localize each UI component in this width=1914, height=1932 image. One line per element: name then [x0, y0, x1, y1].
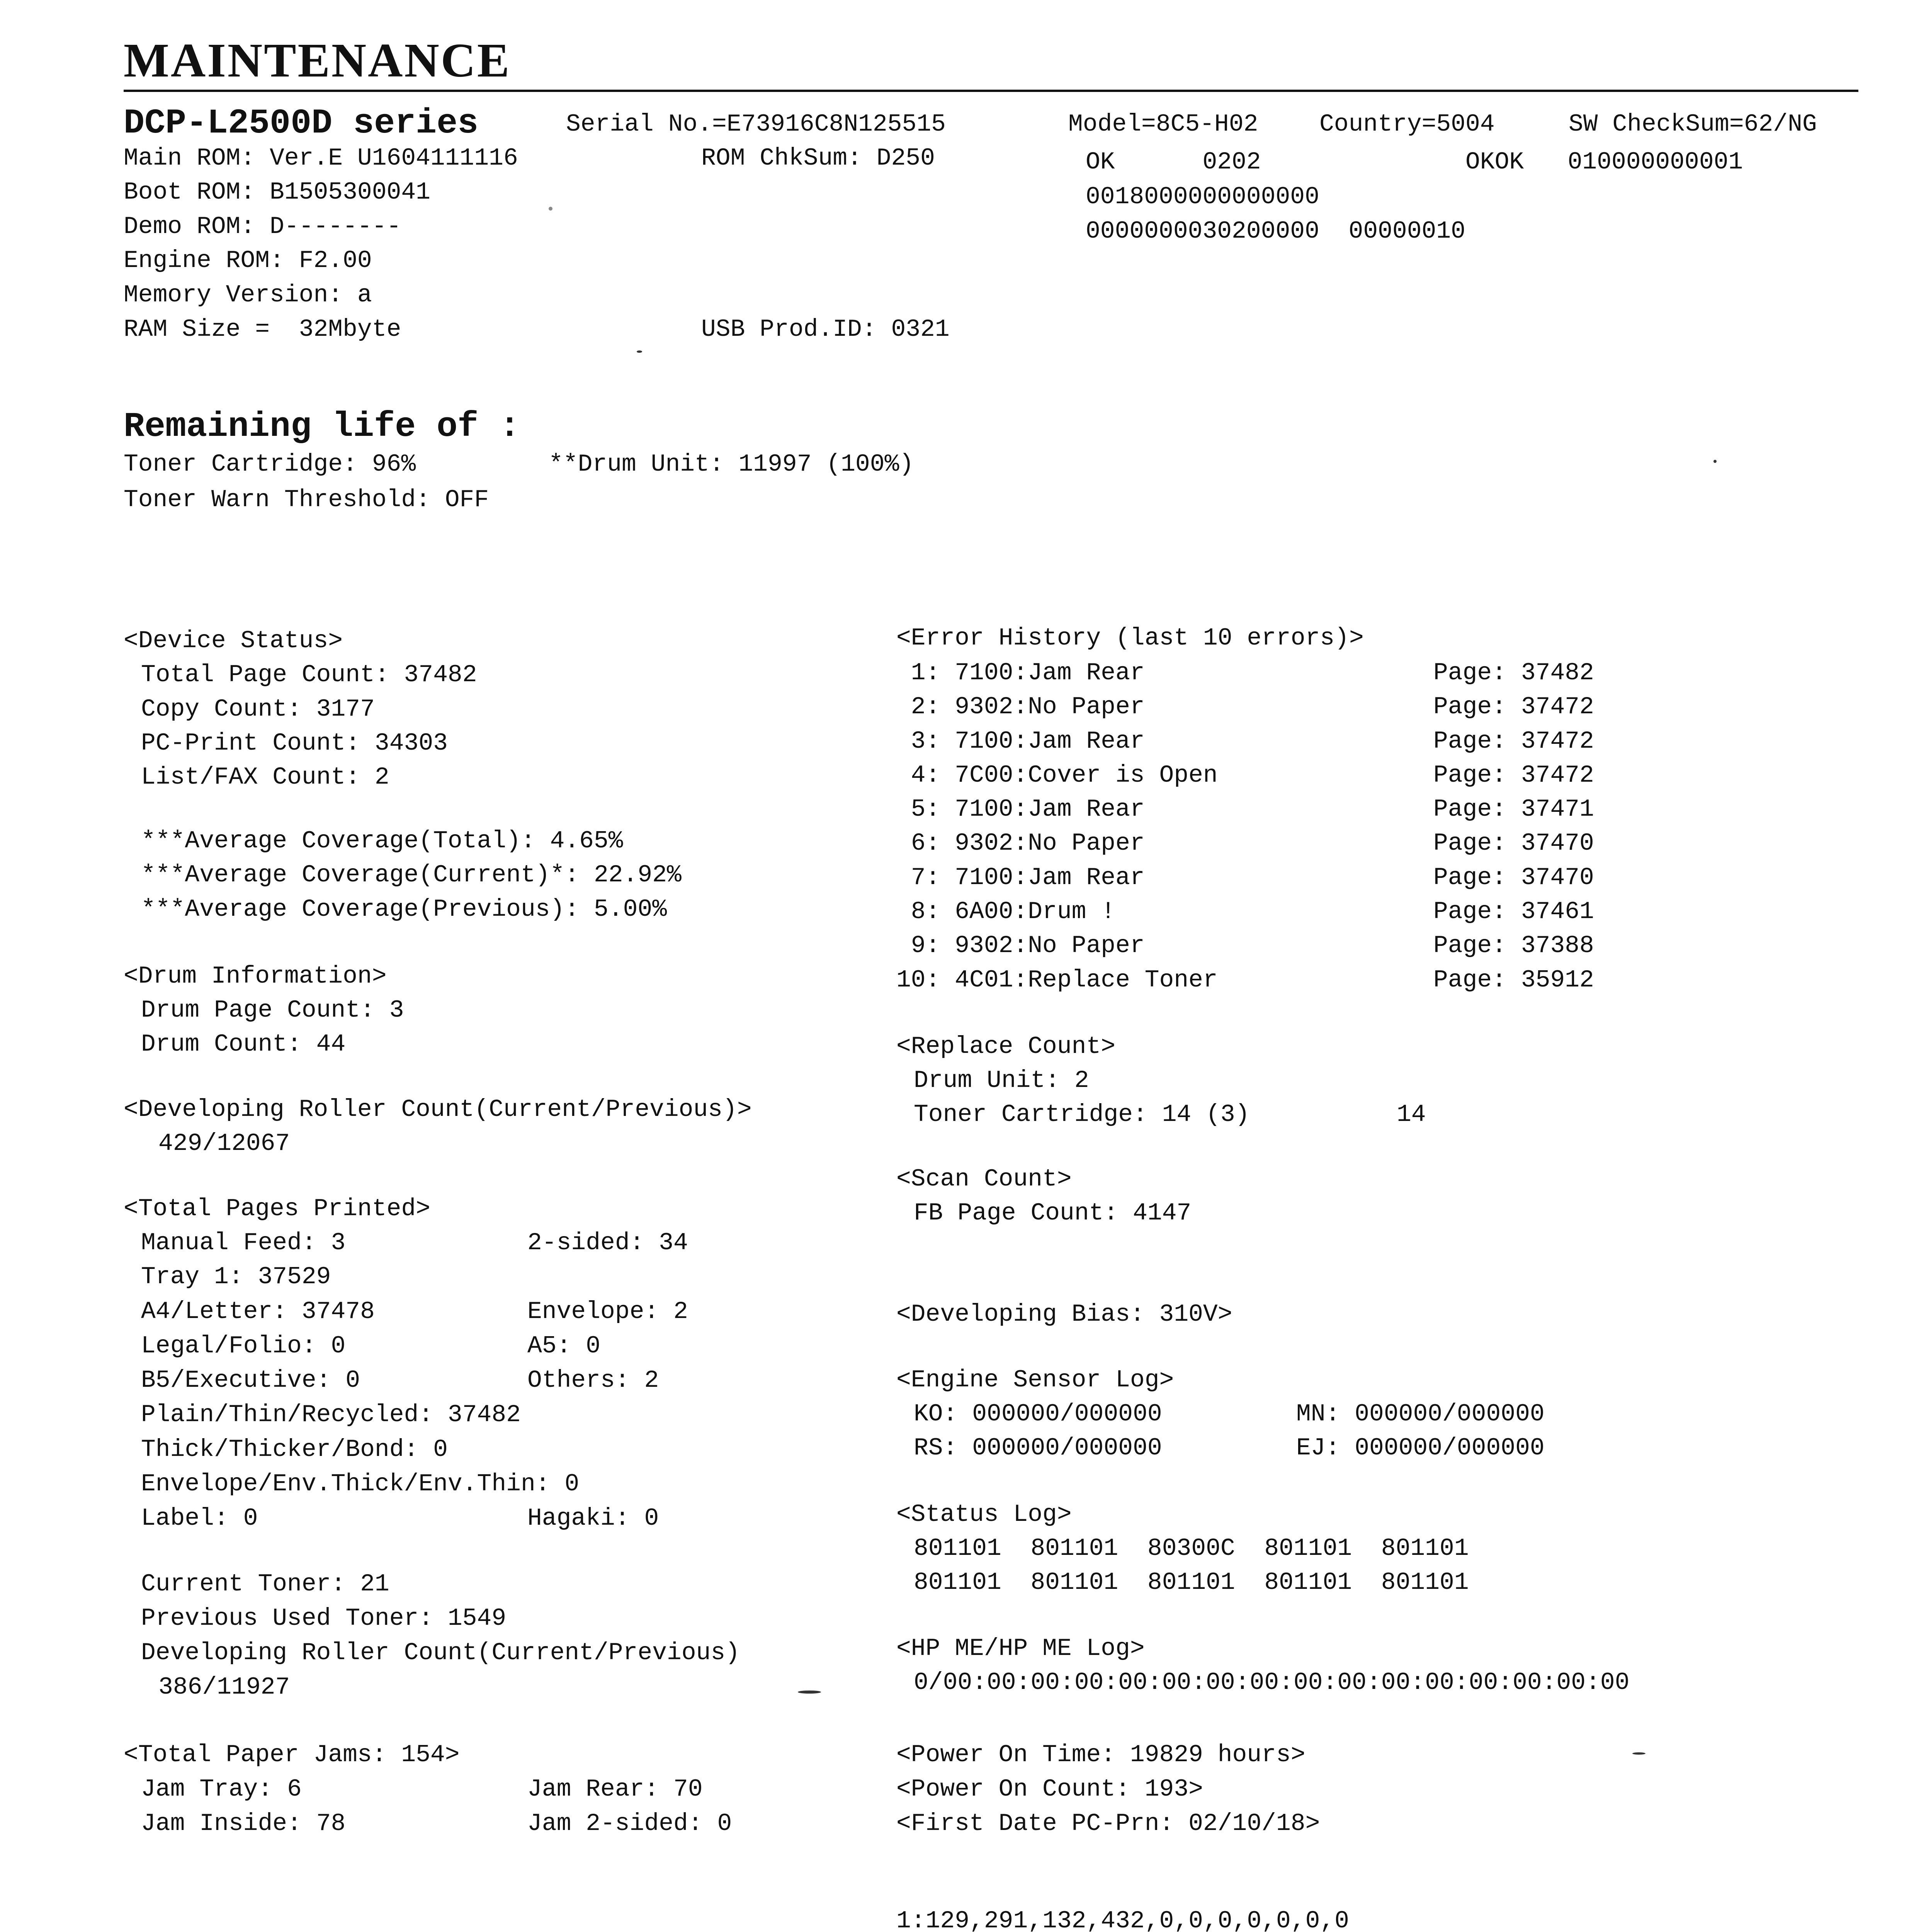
legal-folio: Legal/Folio: 0 [141, 1332, 346, 1360]
error-entry: 5: 7100:Jam Rear [896, 796, 1145, 823]
error-entry: 9: 9302:No Paper [896, 932, 1145, 959]
engine-rom: Engine ROM: F2.00 [124, 247, 372, 274]
error-entry: 6: 9302:No Paper [896, 830, 1145, 857]
scan-count-heading: <Scan Count> [896, 1165, 1072, 1193]
toner-cartridge-life: Toner Cartridge: 96% [124, 451, 416, 478]
toner-warn-threshold: Toner Warn Threshold: OFF [124, 486, 489, 514]
error-entry: 10: 4C01:Replace Toner [896, 966, 1218, 994]
drum-unit-life: **Drum Unit: 11997 (100%) [549, 451, 914, 478]
scan-speck [798, 1690, 821, 1694]
scan-speck [637, 350, 642, 353]
power-on-count: <Power On Count: 193> [896, 1776, 1203, 1803]
plain-thin-recycled: Plain/Thin/Recycled: 37482 [141, 1401, 521, 1429]
scan-speck [1713, 460, 1717, 463]
engine-sensor-log-heading: <Engine Sensor Log> [896, 1366, 1174, 1394]
hp-me-log-heading: <HP ME/HP ME Log> [896, 1635, 1145, 1662]
two-sided: 2-sided: 34 [527, 1229, 688, 1257]
model-series: DCP-L2500D series [124, 104, 479, 143]
copy-count: Copy Count: 3177 [141, 696, 375, 723]
first-date-pc-print: <First Date PC-Prn: 02/10/18> [896, 1810, 1320, 1837]
envelope: Envelope: 2 [527, 1298, 688, 1325]
manual-feed: Manual Feed: 3 [141, 1229, 346, 1257]
error-page: Page: 37472 [1433, 693, 1594, 721]
replace-toner-extra: 14 [1397, 1101, 1426, 1128]
serial-number: Serial No.=E73916C8N125515 [566, 111, 946, 138]
error-entry: 3: 7100:Jam Rear [896, 728, 1145, 755]
status-log-row-2: 801101 801101 801101 801101 801101 [914, 1569, 1469, 1596]
average-coverage-current: ***Average Coverage(Current)*: 22.92% [141, 861, 682, 889]
scan-speck [1632, 1752, 1645, 1755]
jam-inside: Jam Inside: 78 [141, 1810, 346, 1837]
replace-drum-unit: Drum Unit: 2 [914, 1067, 1089, 1094]
sensor-mn: MN: 000000/000000 [1296, 1400, 1545, 1428]
drum-page-count: Drum Page Count: 3 [141, 997, 404, 1024]
counter-line-1: 1:129,291,132,432,0,0,0,0,0,0,0 [896, 1907, 1349, 1932]
developing-bias: <Developing Bias: 310V> [896, 1301, 1232, 1328]
fb-page-count: FB Page Count: 4147 [914, 1199, 1192, 1227]
sensor-ej: EJ: 000000/000000 [1296, 1434, 1545, 1462]
drum-information-heading: <Drum Information> [124, 963, 387, 990]
error-history-heading: <Error History (last 10 errors)> [896, 624, 1364, 652]
error-page: Page: 37482 [1433, 659, 1594, 687]
device-status-heading: <Device Status> [124, 627, 343, 655]
jam-tray: Jam Tray: 6 [141, 1776, 302, 1803]
developing-roller-heading: <Developing Roller Count(Current/Previous)> [124, 1096, 752, 1123]
memory-version: Memory Version: a [124, 281, 372, 309]
developing-roller-value-2: 386/11927 [158, 1673, 290, 1701]
sensor-rs: RS: 000000/000000 [914, 1434, 1162, 1462]
country-code: Country=5004 [1319, 111, 1495, 138]
error-page: Page: 35912 [1433, 966, 1594, 994]
replace-toner-cartridge: Toner Cartridge: 14 (3) [914, 1101, 1250, 1128]
error-entry: 1: 7100:Jam Rear [896, 659, 1145, 687]
ram-size: RAM Size = 32Mbyte [124, 316, 401, 343]
scan-speck [549, 207, 552, 211]
drum-count: Drum Count: 44 [141, 1031, 346, 1058]
error-page: Page: 37472 [1433, 762, 1594, 789]
tray-1: Tray 1: 37529 [141, 1263, 331, 1291]
error-page: Page: 37471 [1433, 796, 1594, 823]
error-entry: 8: 6A00:Drum ! [896, 898, 1116, 925]
b5-executive: B5/Executive: 0 [141, 1367, 360, 1394]
sw-checksum: SW CheckSum=62/NG [1569, 111, 1817, 138]
sensor-ko: KO: 000000/000000 [914, 1400, 1162, 1428]
error-entry: 7: 7100:Jam Rear [896, 864, 1145, 891]
pc-print-count: PC-Print Count: 34303 [141, 730, 448, 757]
average-coverage-total: ***Average Coverage(Total): 4.65% [141, 827, 623, 855]
title-divider [124, 90, 1858, 92]
demo-rom: Demo ROM: D-------- [124, 213, 401, 240]
thick-thicker-bond: Thick/Thicker/Bond: 0 [141, 1436, 448, 1463]
list-fax-count: List/FAX Count: 2 [141, 764, 389, 791]
page-title: MAINTENANCE [124, 34, 511, 87]
total-page-count: Total Page Count: 37482 [141, 661, 477, 689]
total-paper-jams-heading: <Total Paper Jams: 154> [124, 1741, 460, 1769]
error-page: Page: 37461 [1433, 898, 1594, 925]
error-page: Page: 37470 [1433, 864, 1594, 891]
average-coverage-previous: ***Average Coverage(Previous): 5.00% [141, 896, 667, 923]
jam-2-sided: Jam 2-sided: 0 [527, 1810, 732, 1837]
usb-product-id: USB Prod.ID: 0321 [701, 316, 950, 343]
error-entry: 2: 9302:No Paper [896, 693, 1145, 721]
status-log-row-1: 801101 801101 80300C 801101 801101 [914, 1535, 1469, 1562]
replace-count-heading: <Replace Count> [896, 1033, 1116, 1060]
error-page: Page: 37470 [1433, 830, 1594, 857]
developing-roller-value: 429/12067 [158, 1130, 290, 1157]
developing-roller-count-2: Developing Roller Count(Current/Previous) [141, 1639, 740, 1667]
code-line-3: 0000000030200000 00000010 [1086, 218, 1465, 245]
current-toner: Current Toner: 21 [141, 1570, 389, 1598]
hagaki-count: Hagaki: 0 [527, 1505, 659, 1532]
jam-rear: Jam Rear: 70 [527, 1776, 703, 1803]
a4-letter: A4/Letter: 37478 [141, 1298, 375, 1325]
code-line-2: 0018000000000000 [1086, 183, 1319, 211]
power-on-time: <Power On Time: 19829 hours> [896, 1741, 1305, 1769]
others: Others: 2 [527, 1367, 659, 1394]
remaining-life-heading: Remaining life of : [124, 407, 520, 447]
hp-me-log-value: 0/00:00:00:00:00:00:00:00:00:00:00:00:00:00:00:00 [914, 1669, 1630, 1696]
a5: A5: 0 [527, 1332, 601, 1360]
main-rom: Main ROM: Ver.E U1604111116 [124, 145, 518, 172]
boot-rom: Boot ROM: B1505300041 [124, 179, 430, 206]
model-code: Model=8C5-H02 [1068, 111, 1258, 138]
rom-checksum: ROM ChkSum: D250 [701, 145, 935, 172]
error-entry: 4: 7C00:Cover is Open [896, 762, 1218, 789]
status-codes: OK 0202 OKOK 010000000001 [1086, 148, 1743, 176]
envelope-types: Envelope/Env.Thick/Env.Thin: 0 [141, 1470, 580, 1498]
status-log-heading: <Status Log> [896, 1501, 1072, 1528]
previous-used-toner: Previous Used Toner: 1549 [141, 1605, 507, 1632]
label-count: Label: 0 [141, 1505, 258, 1532]
total-pages-printed-heading: <Total Pages Printed> [124, 1195, 430, 1223]
error-page: Page: 37472 [1433, 728, 1594, 755]
error-page: Page: 37388 [1433, 932, 1594, 959]
